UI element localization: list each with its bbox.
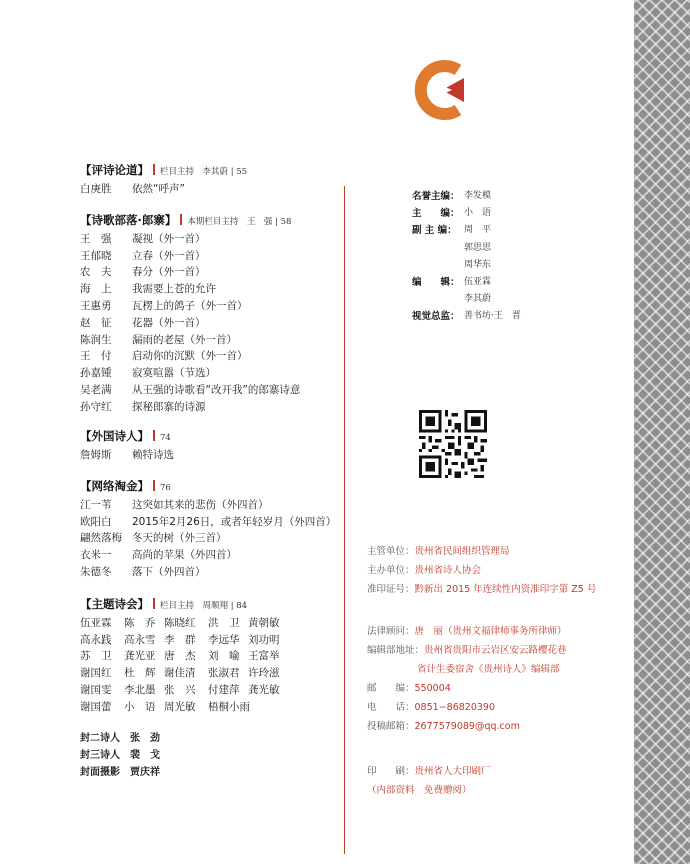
credit-label: 封面摄影 [80,767,120,778]
info-value: 贵州省贵阳市云岩区安云路樱花巷 [424,645,567,656]
author-name: 李远华 [208,633,240,646]
entry-work: 瓦楞上的鸽子（外一首） [132,299,248,312]
entry-author: 欧阳白 [80,515,112,528]
entry-work: 冬天的树（外三首） [132,532,227,545]
entry-work: 花器（外一首） [132,316,206,329]
info-label: 邮 编： [367,683,415,694]
info-value: 唐 丽（贵州文福律师事务所律师） [414,626,567,637]
entry-work: 高尚的苹果（外四首） [132,549,237,562]
toc-entry [80,348,300,365]
entry-author: 衣米一 [80,549,112,562]
info-value: 贵州省诗人协会 [414,565,482,576]
credit-value: 张 劲 [130,733,160,744]
info-value: 贵州省民间组织管理局 [414,546,510,557]
entry-author: 白庚胜 [80,182,112,195]
staff-value: 善书坊·王 晋 [464,311,521,322]
info-row [367,717,567,736]
magazine-logo-icon [412,58,472,122]
section-host: 76 [160,483,171,493]
entry-author: 孙守红 [80,400,112,413]
publisher-info-middle [367,622,567,736]
toc-entry [80,298,300,315]
info-value: 贵州省人大印刷厂 [414,766,491,777]
entry-work: 漏雨的老屋（外一首） [132,333,237,346]
publisher-info-bottom [367,762,491,800]
entry-author: 农 夫 [80,266,112,279]
entry-author: 王惠勇 [80,299,112,312]
info-label: 法律顾问： [367,626,415,637]
section-pingshi [80,162,247,198]
author-name: 李北墨 [124,683,156,696]
author-name: 洪 卫 [208,616,240,629]
info-label: 电 话： [367,702,415,713]
qr-code-icon [419,410,487,478]
publisher-info-top [367,542,596,599]
author-name: 黄朝敏 [248,616,280,629]
info-label: 印 刷： [367,766,415,777]
section-title: 【评诗论道】 [80,163,149,177]
author-name: 杜 辉 [124,667,156,680]
cover-credits [80,730,160,781]
entry-work: 寂寞喧嚣（节选） [132,367,216,380]
author-row [80,699,280,716]
staff-value: 李其蔚 [464,294,492,305]
decorative-border [634,0,690,864]
toc-entry [80,181,247,198]
toc-entry [80,399,300,416]
toc-entry [80,248,300,265]
info-label: 主办单位： [367,565,415,576]
toc-entry [80,264,300,281]
toc-entry [80,497,336,514]
author-name: 陈晓红 [164,616,196,629]
staff-row [412,222,521,239]
author-name: 谢国蕾 [80,700,112,713]
author-name: 龚光亚 [124,650,156,663]
entry-work: 我需要上苍的允许 [132,283,216,296]
entry-author: 翩然落梅 [80,532,122,545]
entry-author: 王 付 [80,350,112,363]
toc-entry [80,332,300,349]
toc-entry [80,231,300,248]
staff-value: 李发模 [464,191,492,201]
toc-entry [80,365,300,382]
author-name: 谢国雯 [80,683,112,696]
section-wangluo [80,478,336,581]
staff-label: 主 编： [412,208,460,220]
author-name: 陈 乔 [124,616,156,629]
info-value: 省计生委宿舍《贵州诗人》编辑部 [417,664,560,675]
info-label: 编辑部地址： [367,645,425,656]
toc-entry [80,564,336,581]
author-name: 谢佳清 [164,667,196,680]
entry-work: 依然“呼声” [132,182,185,195]
staff-label: 名誉主编： [412,191,460,202]
staff-row [412,308,521,325]
author-row [80,648,280,665]
info-row [367,580,596,599]
author-name: 苏 卫 [80,650,112,663]
credit-value: 裴 戈 [130,750,160,761]
staff-value: 小 语 [464,208,492,219]
author-name: 龚光敏 [248,683,280,696]
section-host: 栏目主持 李其蔚 | 55 [160,167,248,177]
entry-author: 詹姆斯 [80,448,112,461]
staff-label: 编 辑： [412,277,460,289]
credit-value: 贾庆祥 [130,767,160,778]
cover-credit-row [80,747,160,764]
entry-work: 这突如其来的悲伤（外四首） [132,498,269,511]
info-value: 550004 [414,683,451,694]
entry-work: 落下（外四首） [132,565,206,578]
author-name: 谢国红 [80,667,112,680]
staff-label: 副 主 编： [412,225,457,237]
author-row [80,665,280,682]
author-name: 高永雪 [124,633,156,646]
credit-label: 封三诗人 [80,750,120,761]
staff-value: 伍亚霖 [464,277,492,288]
author-name: 李 群 [164,633,196,646]
toc-entry [80,547,336,564]
staff-label [412,240,464,257]
entry-work: 春分（外一首） [132,266,206,279]
cover-credit-row [80,764,160,781]
info-row [367,781,491,800]
info-value: 2677579089@qq.com [414,721,520,732]
info-label: 投稿邮箱： [367,721,415,732]
entry-work: 立春（外一首） [132,249,206,262]
entry-author: 朱德冬 [80,565,112,578]
author-name: 周光敏 [164,700,196,713]
cover-credit-row [80,730,160,747]
toc-entry [80,315,300,332]
info-row [367,762,491,781]
info-row [367,660,567,679]
author-name: 小 语 [124,700,156,713]
entry-work: 2015年2月26日，或者年轻岁月（外四首） [132,515,337,528]
toc-entry [80,447,174,464]
entry-author: 王 强 [80,232,112,245]
author-row [80,615,280,632]
toc-entry [80,382,300,399]
entry-author: 江一苇 [80,498,112,511]
section-host: 74 [160,433,171,443]
entry-author: 吴老满 [80,383,112,396]
section-host: 本期栏目主持 王 强 | 58 [187,217,292,227]
entry-work: 凝视（外一首） [132,232,206,245]
info-label: 准印证号： [367,584,415,595]
author-name: 张淑君 [208,667,240,680]
author-name: 刘 喻 [208,650,240,663]
author-name: 许玲滋 [248,667,280,680]
staff-row [412,291,521,308]
section-title: 【网络淘金】 [80,479,149,493]
section-langzhai [80,212,300,416]
entry-author: 海 上 [80,283,112,296]
author-name: 唐 杰 [164,650,196,663]
column-divider [344,186,345,854]
section-title: 【外国诗人】 [80,429,149,443]
section-title: 【主题诗会】 [80,597,149,611]
staff-value: 周华东 [464,259,492,270]
toc-entry [80,530,336,547]
info-value: 黔新出 2015 年连续性内资准印字第 Z5 号 [414,584,597,595]
entry-author: 王郁晓 [80,249,112,262]
entry-work: 从王强的诗歌看“改开我”的郎寨诗意 [132,383,301,396]
info-row [367,561,596,580]
staff-label: 视觉总监： [412,311,460,323]
staff-row [412,240,521,257]
staff-label [412,291,464,308]
author-name: 刘功明 [248,633,280,646]
info-row [367,542,596,561]
section-waiguo [80,428,174,464]
info-row [367,698,567,717]
credit-label: 封二诗人 [80,733,120,744]
staff-row [412,188,521,205]
staff-value: 周 平 [464,225,492,236]
info-value: （内部资料 免费赠阅） [367,785,472,796]
author-name: 王富举 [248,650,280,663]
toc-entry [80,281,300,298]
entry-work: 启动你的沉默（外一首） [132,350,248,363]
staff-masthead [412,188,521,326]
entry-author: 赵 征 [80,316,112,329]
entry-work: 探秘郎寨的诗源 [132,400,206,413]
author-name: 付建萍 [208,683,240,696]
info-label: 主管单位： [367,546,415,557]
author-row [80,682,280,699]
author-name: 高永践 [80,633,112,646]
staff-row [412,274,521,291]
info-row [367,622,567,641]
staff-row [412,205,521,222]
author-name: 张 兴 [164,683,196,696]
entry-author: 孙嘉锺 [80,367,112,380]
section-zhuti [80,596,280,716]
section-title: 【诗歌部落·郎寨】 [80,213,177,227]
staff-row [412,257,521,274]
staff-value: 郭思思 [464,242,492,253]
author-name: 梧桐小雨 [208,700,250,713]
toc-entry [80,514,336,531]
entry-author: 陈润生 [80,333,112,346]
info-row [367,679,567,698]
section-host: 栏目主持 周顺翔 | 84 [160,601,248,611]
info-row [367,641,567,660]
staff-label [412,257,464,274]
entry-work: 赖特诗选 [132,448,174,461]
info-value: 0851−86820390 [414,702,496,713]
author-row [80,632,280,649]
author-name: 伍亚霖 [80,616,112,629]
